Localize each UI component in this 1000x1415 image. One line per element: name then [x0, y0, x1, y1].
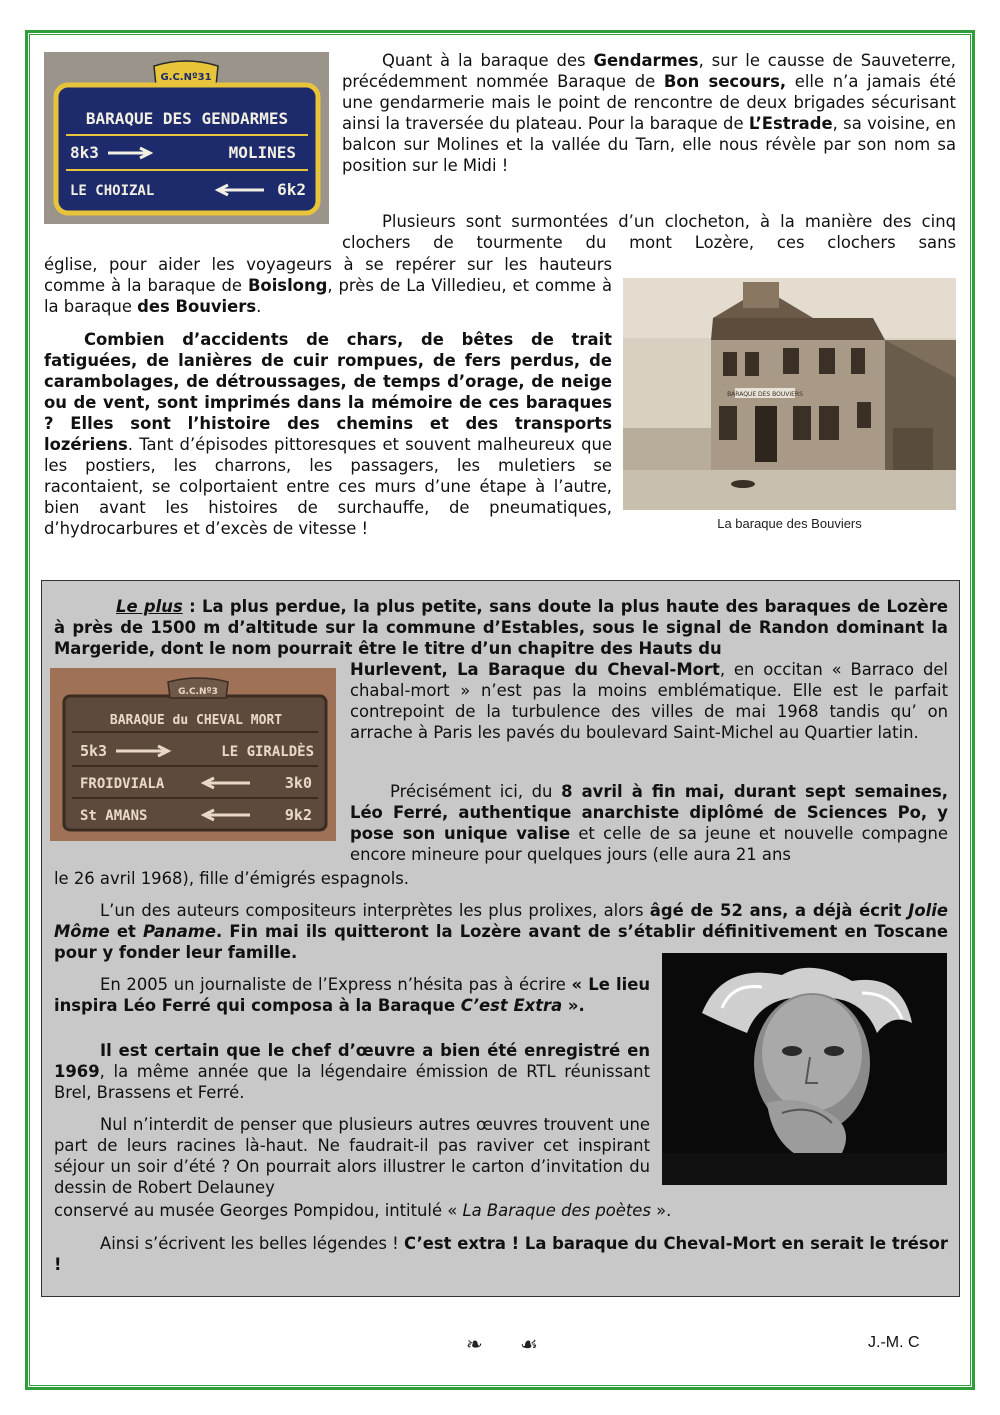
p2-text-1: Précisément ici, du — [390, 782, 562, 801]
bouviers-caption: La baraque des Bouviers — [717, 516, 862, 531]
paragraph-enregistre — [54, 1040, 650, 1103]
p4-bold-2: ». — [562, 996, 585, 1015]
sign-gendarmes-photo — [44, 52, 329, 224]
le-plus-bold-1: : La plus perdue, la plus petite, sans doute la plus haute des baraques de Lozère à près de 1500 m d’altitude sur la commune d’Estables, sous le signal de Randon dominant la Margeride, dont le nom pourrait être le titre d’un chapitre des Hauts du — [54, 597, 948, 658]
sign2-title: BARAQUE du CHEVAL MORT — [109, 713, 283, 728]
para2-text-2: église, pour aider les voyageurs à se repérer sur les hauteurs comme à la baraque de — [44, 255, 612, 295]
p3-title-paname: Paname — [143, 922, 216, 941]
p5-text-1: , la même année que la légendaire émission de RTL réunissant Brel, Brassens et Ferré. — [54, 1062, 650, 1102]
p4-text-1: En 2005 un journaliste de l’Express n’hésita pas à écrire — [100, 975, 572, 994]
leo-ferre-portrait — [662, 953, 947, 1185]
paragraph-express — [54, 974, 650, 1016]
p2-bold-1: 8 avril à fin mai, durant sept semaines, Léo Ferré, authentique anarchiste diplômé de Sciences Po, y pose son unique valise — [350, 782, 948, 843]
para3-bold-1: Combien d’accidents de chars, de bêtes de trait fatiguées, de lanières de cuir rompues, de fers perdus, de carambolages, de détroussages, de temps d’orage, de neige ou de vent, sont imprimés dans la mémoire de ces baraques ? Elles sont l’histoire des chemins et des transports lozériens — [44, 330, 612, 454]
bouviers-sign-text: BARAQUE DES BOUVIERS — [727, 391, 803, 398]
para1-bold-3: L’Estrade — [748, 114, 833, 133]
p3-bold-2: et — [109, 922, 144, 941]
p3-bold-3: . Fin mai ils quitteront la Lozère avant de s’établir définitivement en Toscane pour y fonder leur famille. — [54, 922, 948, 962]
paragraph-nul-ninterdit-end — [54, 1200, 948, 1221]
sign-gendarmes-svg — [44, 52, 329, 224]
para1-text-4: , sa voisine, en balcon sur Molines et la vallée du Tarn, elle nous révèle par son nom sa position sur le Midi ! — [342, 114, 956, 175]
sign2-plate: G.C.Nº3 — [178, 687, 218, 697]
le-plus-text-1: , en occitan « Barraco del chabal-mort » n’est pas la moins emblématique. Elle est le parfait contrepoint de la turbulence des villes de mai 1968 tandis qu’ on arrache à Paris les pavés du boulevard Saint-Michel au Quartier latin. — [350, 660, 948, 742]
paragraph-gendarmes — [342, 50, 956, 176]
sign-cheval-mort-photo — [50, 668, 336, 841]
p3-text-1: L’un des auteurs compositeurs interprètes les plus prolixes, alors — [100, 901, 650, 920]
paragraph-nul-ninterdit — [54, 1114, 650, 1198]
le-plus-lead: Le plus — [116, 597, 183, 616]
bouviers-svg — [623, 278, 956, 510]
sign1-left-dest: MOLINES — [228, 143, 296, 162]
paragraph-clochers-cont — [44, 254, 612, 317]
sign2-row1-km: 5k3 — [80, 742, 108, 760]
signature: J.-M. C — [868, 1334, 920, 1351]
le-plus-paragraph-top — [54, 596, 948, 659]
para2-text-3: , près de La Villedieu, et comme à la baraque — [44, 276, 612, 316]
p4-bold-1: « Le lieu inspira Léo Ferré qui composa à la Baraque — [54, 975, 650, 1015]
para1-bold-2: Bon secours, — [663, 72, 787, 91]
p6-text-2: conservé au musée Georges Pompidou, intitulé « — [54, 1201, 463, 1220]
paragraph-precisement — [350, 781, 948, 865]
paragraph-accidents — [44, 329, 612, 539]
para1-bold-1: Gendarmes — [593, 51, 699, 70]
p2-text-2: et celle de sa jeune et nouvelle compagne encore mineure pour quelques jours (elle aura 21 ans — [350, 824, 949, 864]
p2-text-3: le 26 avril 1968), fille d’émigrés espagnols. — [54, 869, 409, 888]
sign2-row3-km: 9k2 — [284, 806, 312, 824]
sign-cheval-mort-svg — [50, 668, 336, 841]
p7-bold-1: C’est extra ! La baraque du Cheval-Mort en serait le trésor ! — [54, 1234, 948, 1274]
para1-text-1: Quant à la baraque des — [382, 51, 594, 70]
sign2-row2-dest: FROIDVIALA — [80, 776, 165, 792]
le-plus-bold-2: Hurlevent, La Baraque du Cheval-Mort — [350, 660, 720, 679]
para1-text-2: , sur le causse de Sauveterre, précédemment nommée Baraque de — [342, 51, 956, 91]
bouviers-photo — [623, 278, 956, 510]
sign2-row2-km: 3k0 — [284, 774, 312, 792]
paragraph-clochers-start — [342, 211, 956, 253]
para2-bold-1: Boislong — [247, 276, 328, 295]
portrait-svg — [662, 953, 947, 1185]
paragraph-precisement-end — [54, 868, 948, 889]
sign1-left-km: 8k3 — [70, 143, 99, 162]
paragraph-ainsi — [54, 1233, 948, 1275]
le-plus-paragraph-cont — [350, 659, 948, 743]
sign2-row3-dest: St AMANS — [80, 808, 148, 824]
p7-text-1: Ainsi s’écrivent les belles légendes ! — [100, 1234, 404, 1253]
p6-text-1: Nul n’interdit de penser que plusieurs autres œuvres trouvent une part de leurs racines là-haut. Ne faudrait-il pas raviver cet inspirant séjour un soir d’été ? On pourrait alors illustrer le carton d’invitation du dessin de Robert Delauney — [54, 1115, 650, 1197]
sign1-right-dest: LE CHOIZAL — [70, 183, 155, 199]
para3-text-1: . Tant d’épisodes pittoresques et souvent malheureux que les postiers, les charrons, les passagers, les muletiers se racontaient, se colportaient entre ces murs d’une étape à l’autre, bien avant les histoires de surchauffe, de pneumatiques, d’hydrocarbures et d’excès de vitesse ! — [44, 435, 612, 538]
p5-bold-1: Il est certain que le chef d’œuvre a bien été enregistré en 1969 — [54, 1041, 650, 1081]
sign2-row1-dest: LE GIRALDÈS — [221, 744, 314, 760]
fleuron-right-icon: ☙ — [520, 1332, 538, 1356]
p3-title-jolie-mome: Jolie Môme — [54, 901, 948, 941]
p3-bold-1: âgé de 52 ans, a déjà écrit — [649, 901, 909, 920]
para2-text-4: . — [256, 297, 262, 316]
sign1-right-km: 6k2 — [277, 180, 306, 199]
sign1-plate: G.C.Nº31 — [160, 72, 212, 83]
para2-text-1: Plusieurs sont surmontées d’un clocheton, à la manière des cinq clochers de tourmente du mont Lozère, ces clochers sans — [342, 212, 956, 252]
p6-text-3: ». — [650, 1201, 672, 1220]
para1-text-3: elle n’a jamais été une gendarmerie mais le point de rencontre de deux brigades sécurisant ainsi la traversée du plateau. Pour la baraque de — [342, 72, 957, 133]
para2-bold-2: des Bouviers — [137, 297, 257, 316]
p6-title-baraque-poetes: La Baraque des poètes — [462, 1201, 651, 1220]
p4-title-cest-extra: C’est Extra — [460, 996, 563, 1015]
sign1-title: BARAQUE DES GENDARMES — [85, 109, 289, 128]
fleuron-left-icon: ❧ — [466, 1332, 483, 1356]
